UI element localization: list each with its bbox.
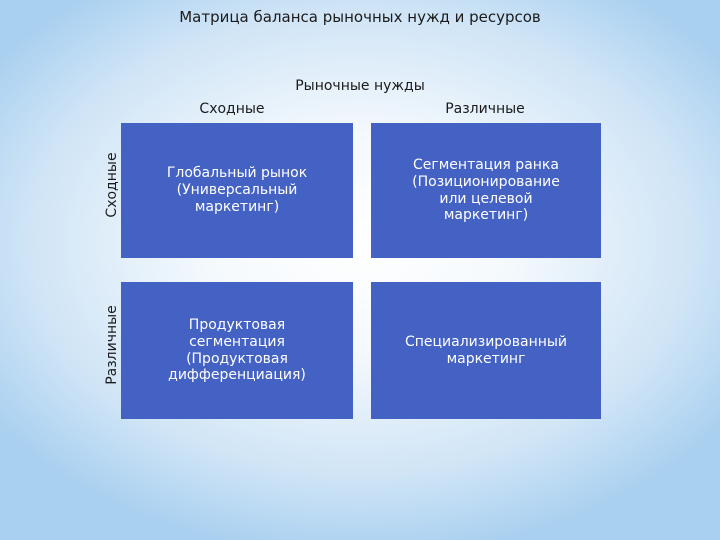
columns-header: Рыночные нужды bbox=[295, 78, 425, 94]
matrix-cell-specialized-marketing bbox=[371, 282, 601, 419]
matrix-cell-text: Специализированный маркетинг bbox=[404, 333, 568, 367]
row-label-similar: Сходные bbox=[104, 152, 120, 218]
diagram-title: Матрица баланса рыночных нужд и ресурсов bbox=[179, 8, 541, 26]
matrix-cell-text: Глобальный рынок (Универсальный маркетинг) bbox=[166, 165, 308, 215]
matrix-cell-market-segmentation bbox=[371, 123, 601, 258]
column-label-similar: Сходные bbox=[199, 101, 265, 117]
row-label-different: Различные bbox=[104, 305, 120, 385]
matrix-cell-text: Сегментация ранка (Позиционирование или целевой маркетинг) bbox=[412, 156, 560, 224]
matrix-cell-text: Продуктовая сегментация (Продуктовая дифференциация) bbox=[168, 316, 306, 384]
matrix-cell-product-segmentation bbox=[121, 282, 353, 419]
matrix-cell-global-market bbox=[121, 123, 353, 258]
column-label-different: Различные bbox=[445, 101, 525, 117]
